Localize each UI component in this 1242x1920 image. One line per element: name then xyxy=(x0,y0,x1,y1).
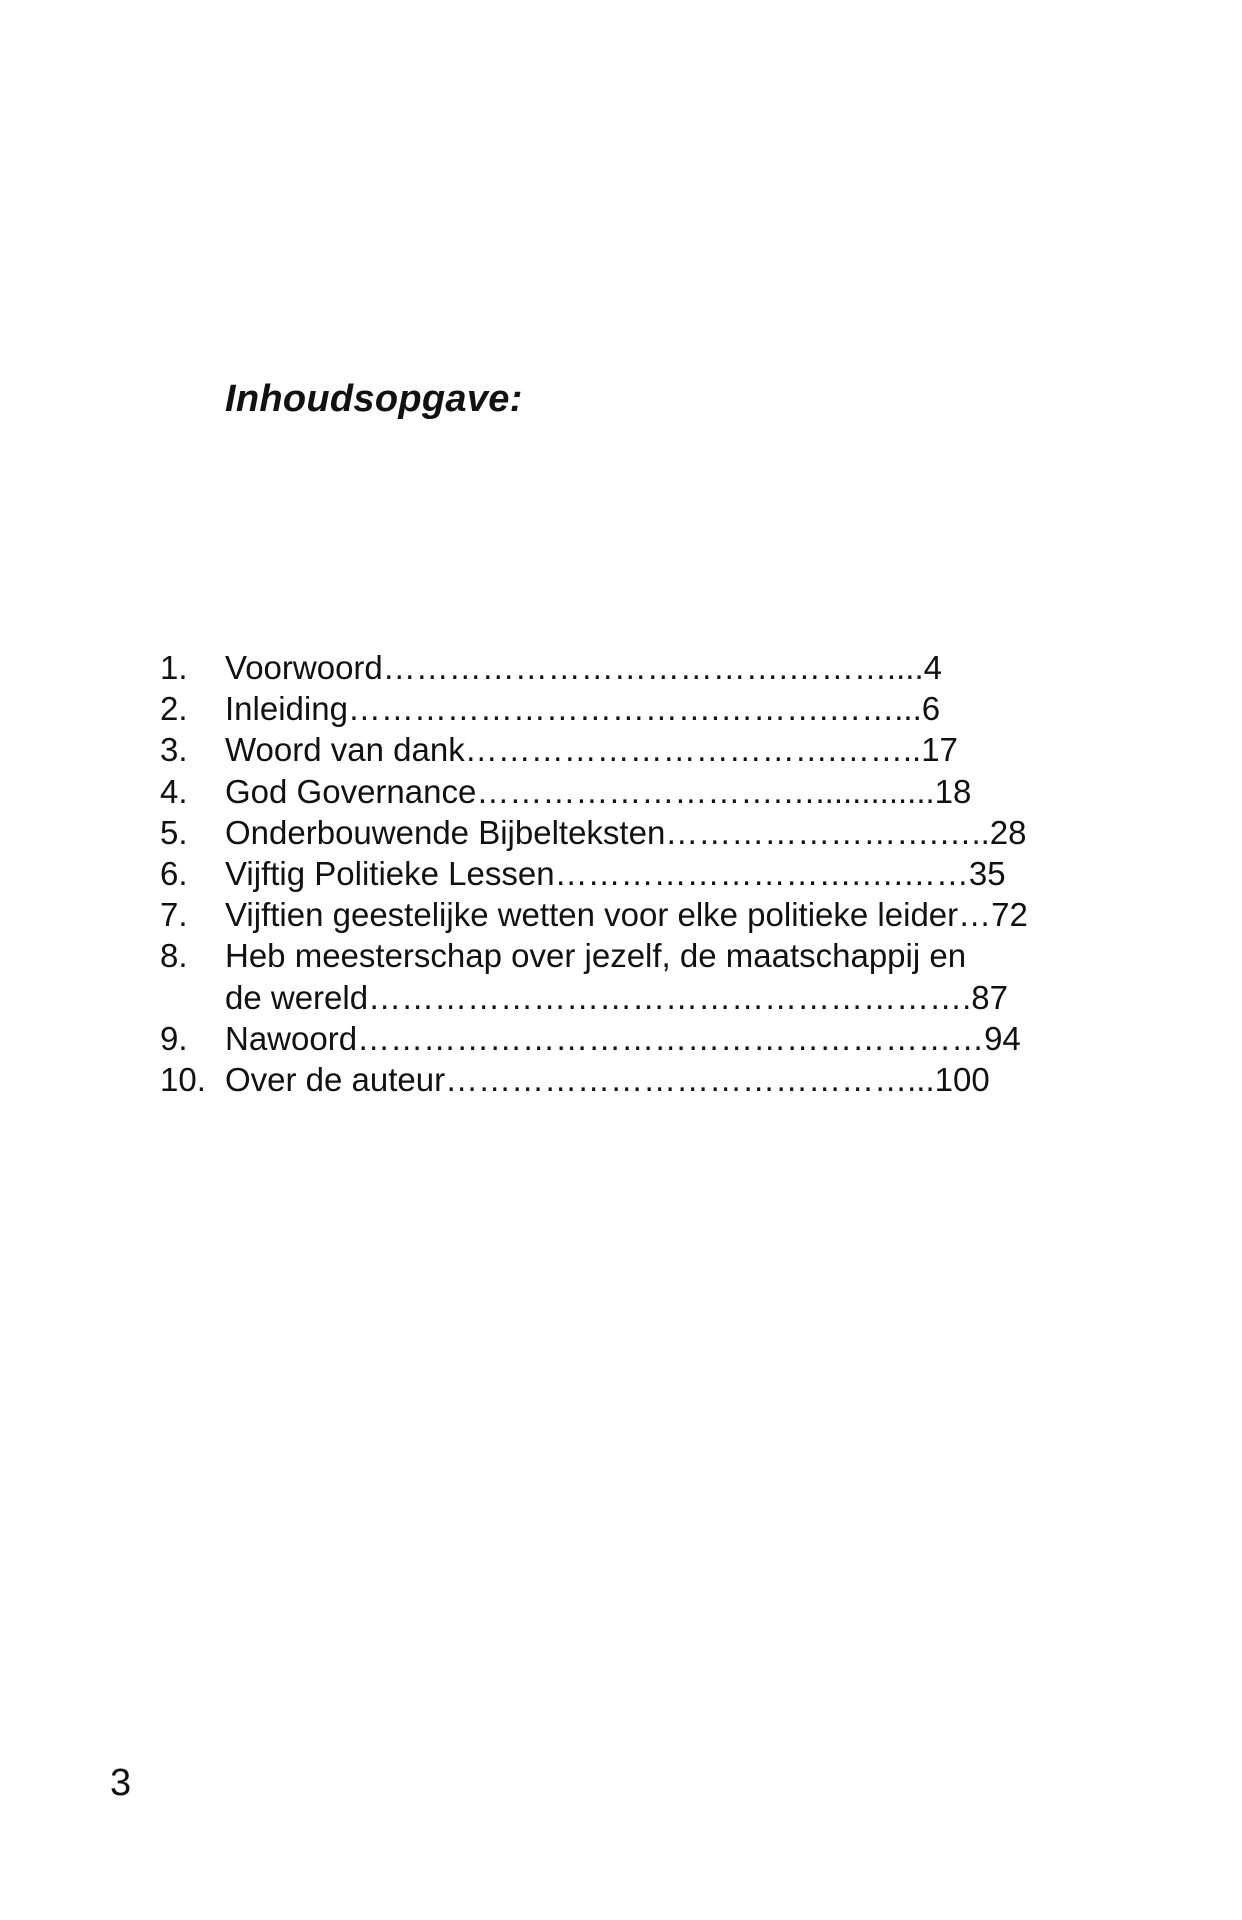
toc-entry-title: de wereld……………………………………………….87 xyxy=(225,978,1008,1016)
toc-entry-number: 10. xyxy=(160,1061,206,1099)
toc-entry-number: 2. xyxy=(160,690,188,728)
toc-entry-title: Nawoord…………………………………………………94 xyxy=(225,1019,1021,1057)
toc-entry xyxy=(160,853,1120,894)
toc-entry-number: 3. xyxy=(160,731,188,769)
toc-entry-number: 8. xyxy=(160,937,188,975)
toc-entry-title: Heb meesterschap over jezelf, de maatschappij en xyxy=(225,937,967,975)
toc-entry-title: Vijftig Politieke Lessen……………………….….……35 xyxy=(225,855,1006,893)
toc-entry-title: Over de auteur……………………………………...100 xyxy=(225,1061,990,1099)
table-of-contents xyxy=(160,647,1120,1100)
toc-entry-number xyxy=(160,977,225,1018)
page-number: 3 xyxy=(110,1762,132,1804)
toc-entry-number: 1. xyxy=(160,649,188,686)
toc-entry xyxy=(160,935,1120,976)
toc-entry xyxy=(160,1059,1120,1100)
toc-entry xyxy=(160,894,1120,935)
toc-entry-number: 7. xyxy=(160,896,188,934)
toc-entry-title: Woord van dank…………………………….……..17 xyxy=(225,731,958,769)
toc-entry xyxy=(160,771,1120,812)
toc-entry-title: Inleiding…………………………….……….……...6 xyxy=(225,690,941,728)
toc-entry xyxy=(160,1018,1120,1059)
toc-entry xyxy=(160,647,1120,688)
toc-entry xyxy=(160,688,1120,729)
toc-entry xyxy=(160,729,1120,770)
toc-entry-title: Vijftien geestelijke wetten voor elke politieke leider…72 xyxy=(225,896,1028,934)
toc-entry-title: Onderbouwende Bijbelteksten…………………….…..28 xyxy=(225,813,1027,851)
toc-entry-number: 5. xyxy=(160,813,188,851)
toc-heading: Inhoudsopgave: xyxy=(225,378,523,420)
toc-entry xyxy=(160,812,1120,853)
toc-entry-number: 6. xyxy=(160,855,188,893)
toc-entry-number: 9. xyxy=(160,1019,188,1057)
toc-entry-title: Voorwoord……………………………….………....4 xyxy=(225,649,942,686)
toc-entry-title: God Governance……………………….….............18 xyxy=(225,772,972,810)
toc-entry xyxy=(160,977,1120,1018)
toc-entry-number: 4. xyxy=(160,772,188,810)
